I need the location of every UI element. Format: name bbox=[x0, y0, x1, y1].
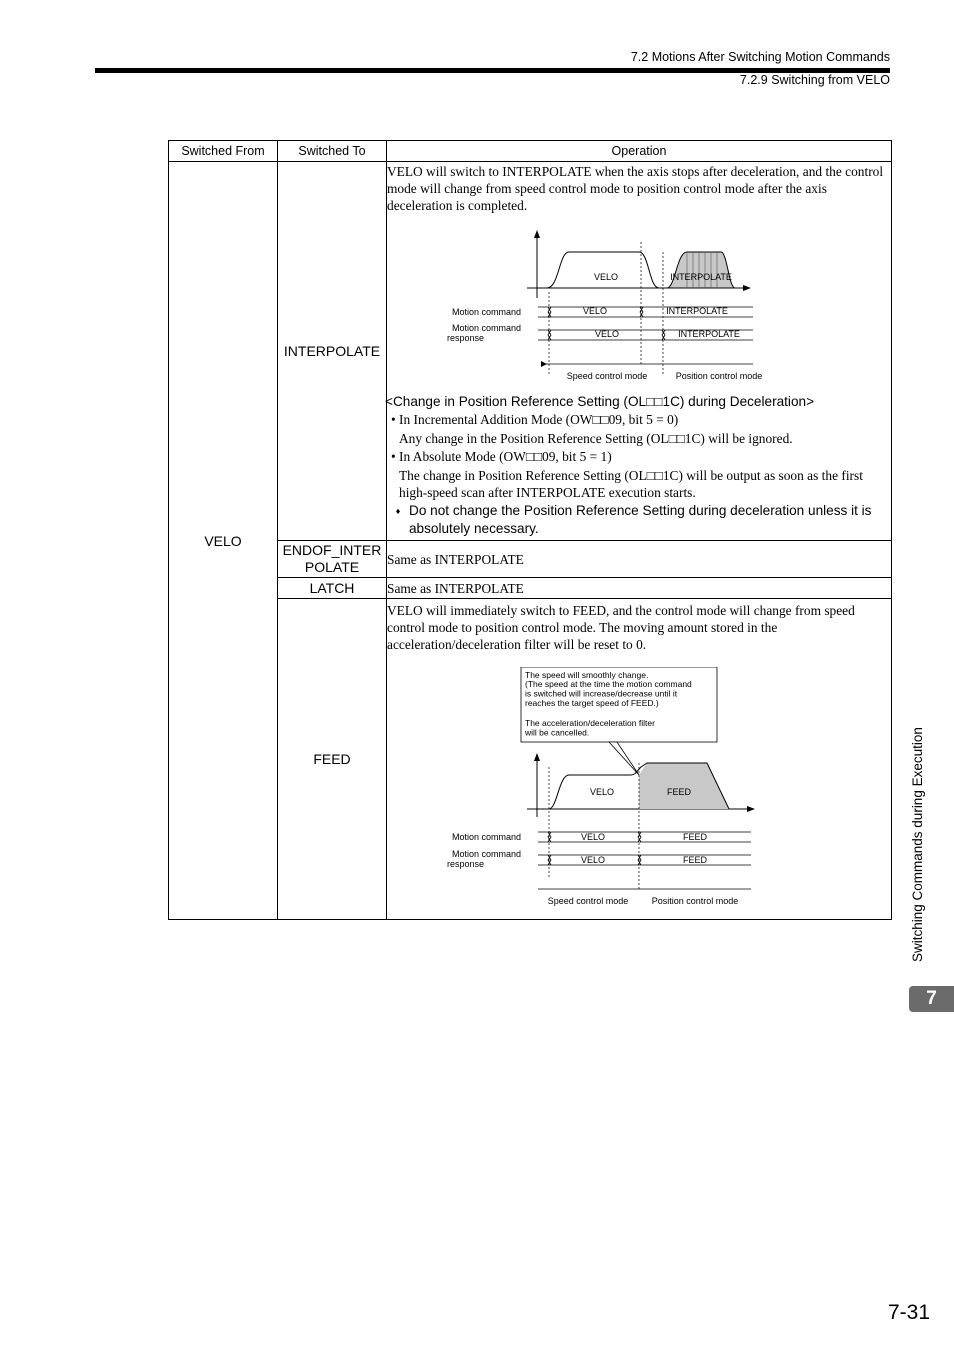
table-row-latch bbox=[169, 578, 892, 599]
header-section: 7.2 Motions After Switching Motion Commands bbox=[630, 50, 890, 64]
feed-timing-diagram bbox=[387, 667, 887, 917]
operation-interpolate bbox=[387, 162, 892, 541]
feed-intro: VELO will immediately switch to FEED, and the control mode will change from speed control mode to position control mode. The moving amount stored in the acceleration/deceleration filter will be reset to 0. bbox=[387, 603, 855, 652]
feed-speed-mode-label: Speed control mode bbox=[547, 896, 629, 906]
table-row-interpolate bbox=[169, 162, 892, 541]
table-row-endof-interpolate bbox=[169, 541, 892, 578]
feed-motion-command-label: Motion command bbox=[451, 832, 521, 842]
interpolate-diagram-interpolate-label: INTERPOLATE bbox=[670, 272, 732, 282]
interpolate-response-interpolate: INTERPOLATE bbox=[678, 329, 740, 339]
caution-note-text: Do not change the Position Reference Setting during deceleration unless it is absolutely necessary. bbox=[409, 503, 872, 536]
col-header-to: Switched To bbox=[278, 141, 387, 162]
interpolate-response-label-2: response bbox=[447, 333, 485, 343]
feed-response-label-2: response bbox=[447, 859, 485, 869]
col-header-from: Switched From bbox=[169, 141, 278, 162]
table-row-feed bbox=[169, 599, 892, 920]
feed-callout-line3: is switched will increase/decrease until it bbox=[525, 688, 678, 699]
feed-diagram-velo-label: VELO bbox=[589, 787, 615, 797]
interpolate-timing-diagram bbox=[387, 216, 887, 386]
diamond-icon: ♦ bbox=[395, 506, 401, 516]
switched-from-cell: VELO bbox=[169, 162, 278, 920]
feed-response-label-1: Motion command bbox=[451, 849, 521, 859]
feed-diagram-feed-label: FEED bbox=[666, 787, 692, 797]
feed-command-velo: VELO bbox=[580, 832, 606, 842]
operation-latch bbox=[387, 578, 892, 599]
chapter-number-tab: 7 bbox=[909, 986, 954, 1012]
operation-endof-interpolate bbox=[387, 541, 892, 578]
col-header-operation: Operation bbox=[387, 141, 892, 162]
interpolate-position-mode-label: Position control mode bbox=[675, 371, 763, 381]
switched-to-interpolate: INTERPOLATE bbox=[278, 162, 387, 541]
bullet-absolute: • In Absolute Mode (OW□□09, bit 5 = 1) bbox=[391, 449, 612, 464]
bullet-incremental: • In Incremental Addition Mode (OW□□09, bit 5 = 0) bbox=[391, 412, 679, 427]
interpolate-command-interpolate: INTERPOLATE bbox=[666, 306, 728, 316]
bullet-absolute-detail: The change in Position Reference Setting (OL□□1C) will be output as soon as the first high-speed scan after INTERPOLATE execution starts. bbox=[399, 468, 863, 500]
feed-position-mode-label: Position control mode bbox=[651, 896, 739, 906]
switched-to-endof-interpolate bbox=[278, 541, 387, 578]
feed-callout-line6: will be cancelled. bbox=[525, 727, 590, 738]
feed-callout-line1: The speed will smoothly change. bbox=[525, 670, 649, 680]
caution-note bbox=[387, 502, 891, 540]
interpolate-command-velo: VELO bbox=[582, 306, 608, 316]
bullet-incremental-detail: Any change in the Position Reference Setting (OL□□1C) will be ignored. bbox=[399, 431, 793, 446]
interpolate-response-velo: VELO bbox=[594, 329, 620, 339]
operation-feed bbox=[387, 599, 892, 920]
feed-command-feed: FEED bbox=[682, 832, 708, 842]
endof-operation-text: Same as INTERPOLATE bbox=[387, 551, 524, 567]
feed-callout-line2: (The speed at the time the motion command bbox=[525, 679, 692, 689]
endof-label-line1: ENDOF_INTER bbox=[282, 542, 382, 558]
latch-operation-text: Same as INTERPOLATE bbox=[387, 580, 524, 596]
switched-to-latch: LATCH bbox=[278, 578, 387, 599]
table-header-row bbox=[169, 141, 892, 162]
chapter-side-title: Switching Commands during Execution bbox=[910, 727, 925, 962]
change-heading: <Change in Position Reference Setting (OL□□1C) during Deceleration> bbox=[385, 394, 815, 409]
page-number: 7-31 bbox=[887, 1301, 930, 1324]
interpolate-diagram-velo-label: VELO bbox=[593, 272, 619, 282]
feed-response-feed: FEED bbox=[682, 855, 708, 865]
interpolate-speed-mode-label: Speed control mode bbox=[566, 371, 648, 381]
interpolate-motion-command-label: Motion command bbox=[451, 307, 521, 317]
feed-callout-line5: The acceleration/deceleration filter bbox=[525, 718, 655, 728]
switched-to-feed: FEED bbox=[278, 599, 387, 920]
interpolate-response-label-1: Motion command bbox=[451, 323, 521, 333]
feed-response-velo: VELO bbox=[580, 855, 606, 865]
endof-label-line2: POLATE bbox=[304, 559, 360, 575]
header-subsection: 7.2.9 Switching from VELO bbox=[739, 73, 890, 87]
interpolate-intro: VELO will switch to INTERPOLATE when the axis stops after deceleration, and the control mode will change from speed control mode to position control mode after the axis deceleration is completed. bbox=[387, 164, 884, 213]
switching-table bbox=[168, 140, 892, 920]
feed-callout-line4: reaches the target speed of FEED.) bbox=[525, 698, 659, 708]
